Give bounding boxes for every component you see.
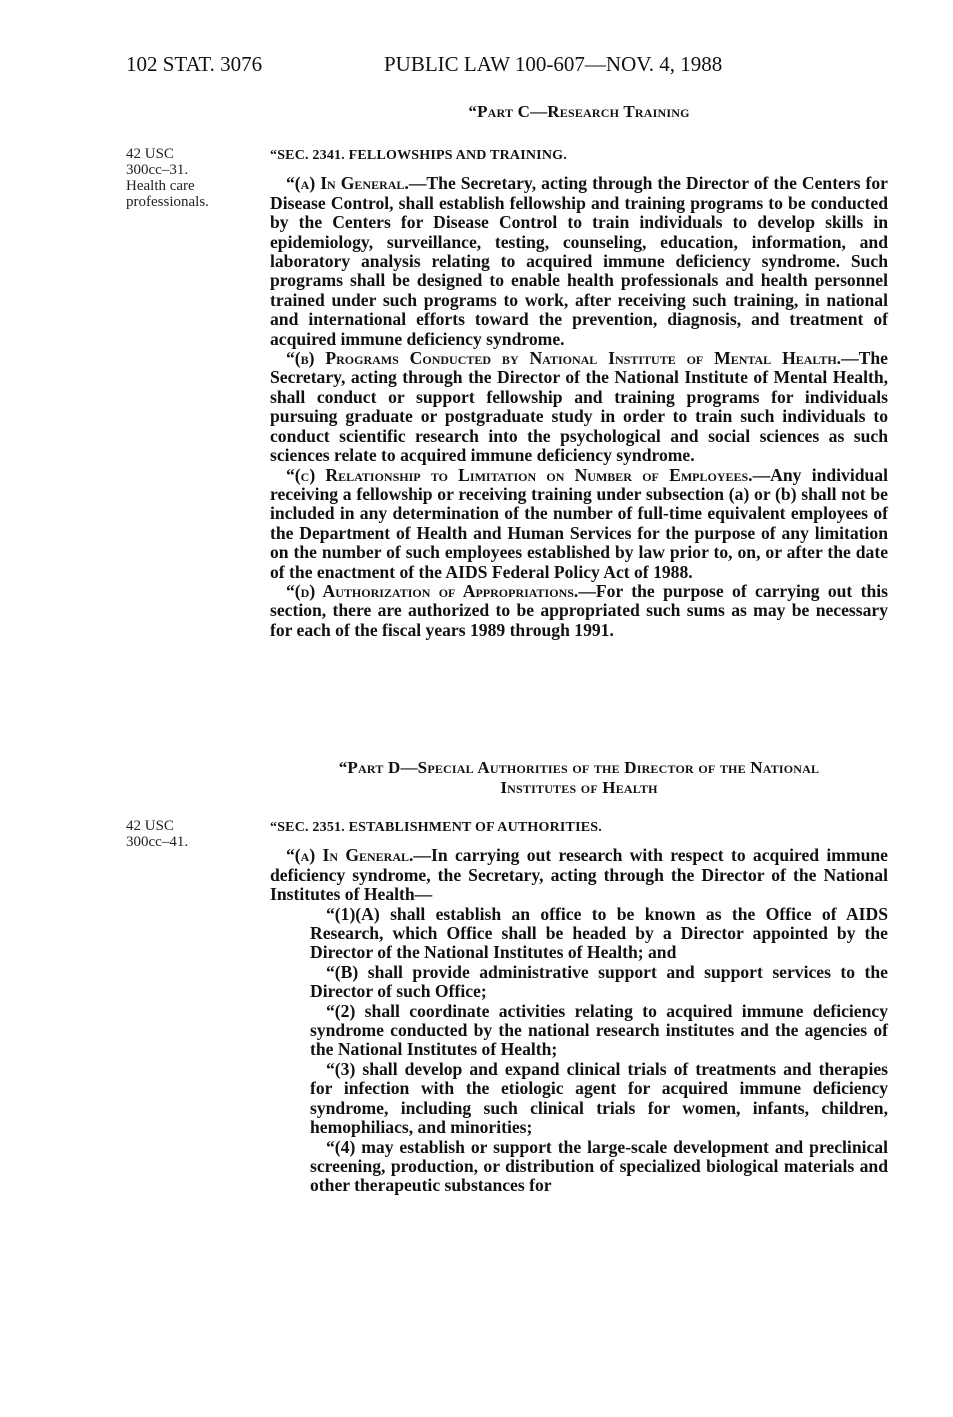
margin-note-line: Health care (126, 178, 195, 194)
subsection-text: —For the purpose of carrying out this section, there are authorized to be appropriated such sums as may be necessary for each of the fiscal years 1989 through 1991. (270, 580, 889, 640)
part-d-title-line: “Part D—Special Authorities of the Director of the National (338, 758, 820, 777)
paragraph-1a: “(1)(A) shall establish an office to be known as the Office of AIDS Research, which Office shall be headed by a Director appointed by the Director of the National Institutes of Health; and (310, 903, 888, 963)
margin-note-line: 42 USC (126, 146, 174, 162)
margin-note-line: 300cc–41. (126, 834, 189, 850)
paragraph-1b: “(B) shall provide administrative support and support services to the Director of such Office; (310, 961, 888, 1002)
paragraph-3: “(3) shall develop and expand clinical trials of treatments and therapies for infection with the etiologic agent for acquired immune deficiency syndrome, including such clinical trials for women, infants, children, hemophiliacs, and minorities; (310, 1058, 888, 1138)
subsection-text: —The Secretary, acting through the Director of the Centers for Disease Control, shall establish fellowship and training programs to be conducted by the Centers for Disease Control to train individuals to develop skills in epidemiology, surveillance, testing, counseling, education, information, and laboratory analysis relating to acquired immune deficiency syndrome. Such programs shall be designed to enable health professionals and health personnel trained under such programs to work, after receiving such training, in national and international efforts toward the prevention, diagnosis, and treatment of acquired immune deficiency syndrome. (270, 173, 888, 349)
margin-note-line: 300cc–31. (126, 162, 189, 178)
margin-note-usc-300cc-41 (126, 818, 188, 850)
part-d-title (270, 758, 888, 798)
paragraph-2: “(2) shall coordinate activities relating to acquired immune deficiency syndrome conducted by the national research institutes and the agencies of the National Institutes of Health; (310, 1000, 888, 1060)
stat-citation: 102 STAT. 3076 (126, 52, 263, 76)
subsection-label: “(a) In General. (286, 173, 409, 194)
subsection-label: “(b) Programs Conducted by National Institute of Mental Health. (286, 348, 842, 369)
subsection-text: —The Secretary, acting through the Director of the National Institute of Mental Health, shall conduct or support fellowship and training programs for individuals pursuing graduate or postgraduate study in order to train such individuals to conduct scientific research into the psychological and social sciences as such sciences relate to acquired immune deficiency syndrome. (270, 348, 888, 466)
subsection-label: “(d) Authorization of Appropriations. (286, 580, 579, 601)
section-2351 (270, 818, 888, 1196)
subsection-a (270, 174, 888, 349)
subsection-text: —In carrying out research with respect to acquired immune deficiency syndrome, the Secretary, acting through the Director of the National Institutes of Health— (270, 845, 888, 905)
subsection-text: —Any individual receiving a fellowship or receiving training under subsection (a) or (b) shall not be included in any determination of the number of full-time equivalent employees of the Department of Health and Human Services for the purpose of any limitation on the number of such employees established by law prior to, on, or after the date of the enactment of the AIDS Federal Policy Act of 1988. (270, 464, 888, 582)
margin-note-line: professionals. (126, 194, 209, 210)
public-law-title: PUBLIC LAW 100-607—NOV. 4, 1988 (384, 52, 723, 76)
subsection-b (270, 349, 888, 465)
section-2341 (270, 146, 888, 640)
subsection-a (270, 846, 888, 904)
subsection-c (270, 466, 888, 582)
section-heading: “SEC. 2341. FELLOWSHIPS AND TRAINING. (270, 148, 567, 163)
paragraph-4: “(4) may establish or support the large-scale development and preclinical screening, production, or distribution of specialized biological materials and other therapeutic substances for (310, 1136, 888, 1196)
margin-note-usc-300cc-31 (126, 146, 209, 210)
subsection-label: “(c) Relationship to Limitation on Number of Employees. (286, 464, 753, 485)
margin-note-line: 42 USC (126, 818, 174, 834)
part-c-title: “Part C—Research Training (468, 102, 690, 121)
subsection-label: “(a) In General. (286, 845, 414, 866)
part-d-title-line: Institutes of Health (500, 778, 658, 797)
subsection-d (270, 582, 888, 640)
section-heading: “SEC. 2351. ESTABLISHMENT OF AUTHORITIES. (270, 820, 602, 835)
